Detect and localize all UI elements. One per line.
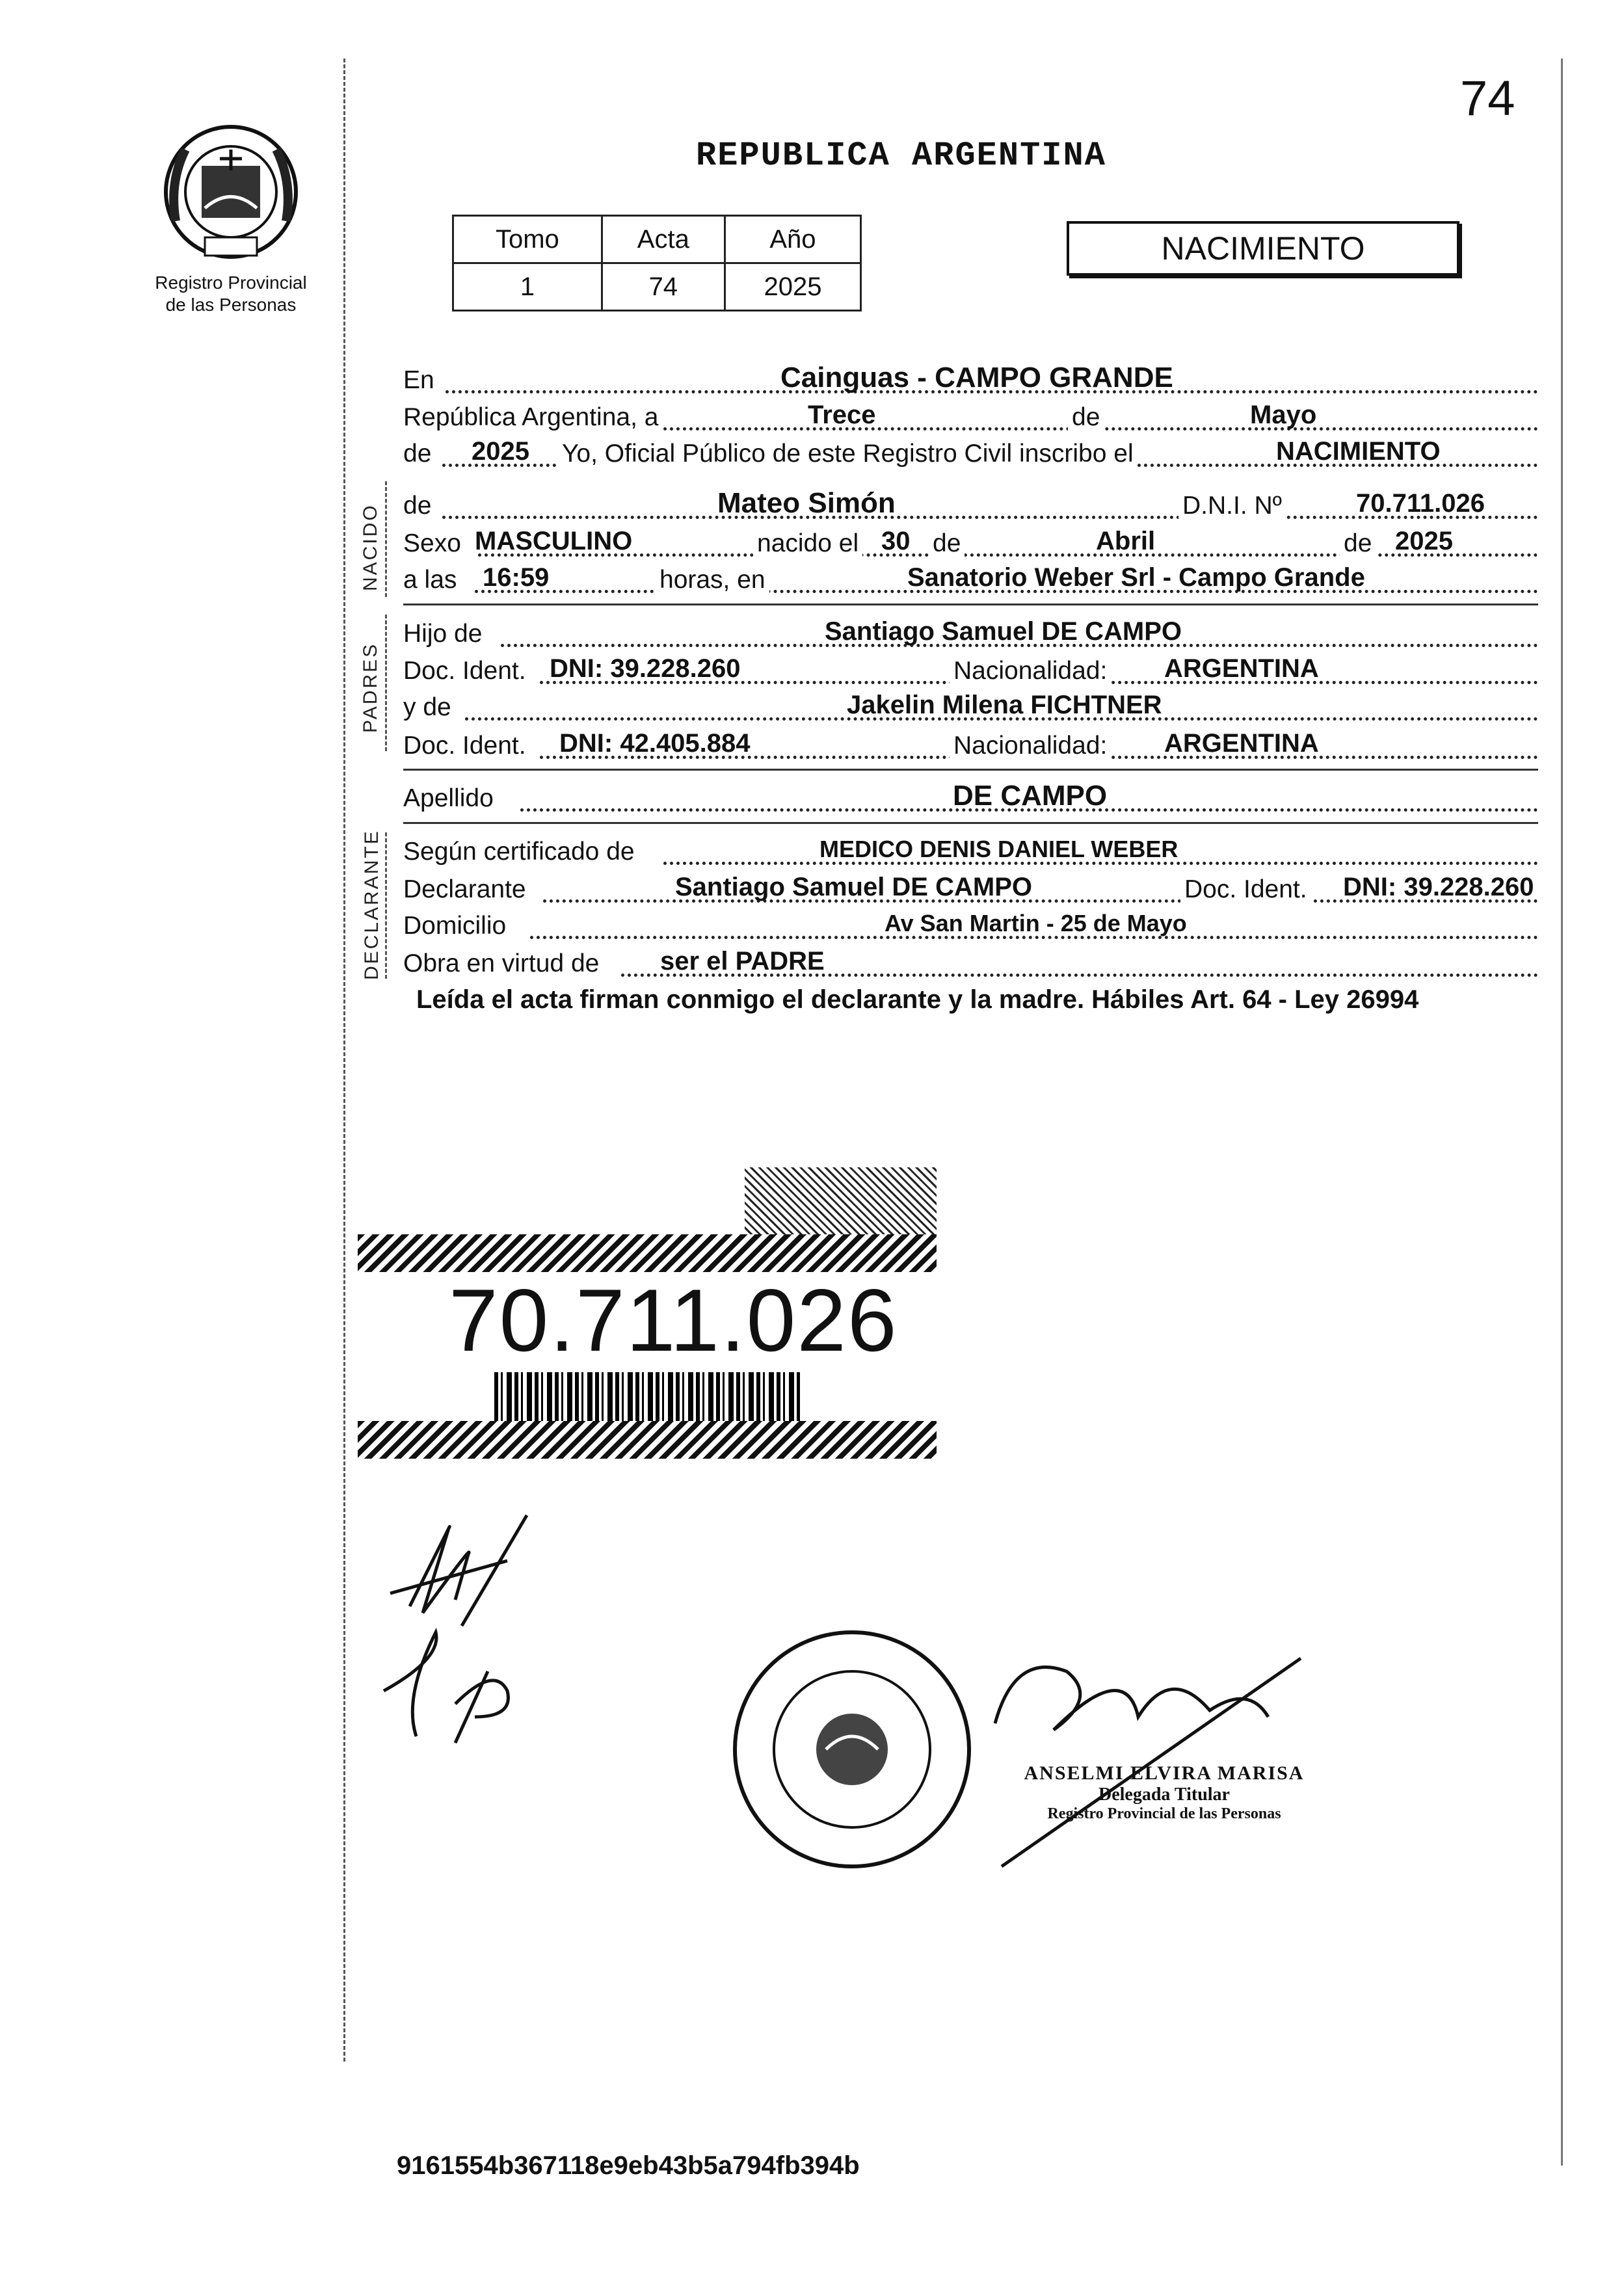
- header-acta: Acta: [602, 216, 725, 263]
- security-pattern: [745, 1167, 937, 1245]
- header-tomo: Tomo: [453, 216, 602, 263]
- value-padre: Santiago Samuel DE CAMPO: [825, 617, 1182, 646]
- value-lugar: Cainguas - CAMPO GRANDE: [780, 362, 1173, 393]
- label-republica: República Argentina, a: [403, 398, 662, 437]
- value-dia-texto: Trece: [808, 401, 876, 429]
- security-band-bottom: [358, 1421, 937, 1459]
- label-de-mes: de: [1068, 398, 1104, 437]
- label-de-anio: de: [403, 434, 435, 473]
- value-domicilio: Av San Martin - 25 de Mayo: [885, 910, 1187, 936]
- registry-caption: [117, 272, 345, 316]
- misiones-seal-icon: [150, 111, 312, 273]
- value-anio-nac: 2025: [1395, 527, 1453, 555]
- value-acta: 74: [602, 263, 725, 311]
- record-type-box: NACIMIENTO: [1067, 221, 1459, 276]
- page-number: 74: [1460, 71, 1515, 126]
- nacido-divider: [385, 481, 387, 597]
- right-margin-line: [1561, 59, 1563, 2166]
- value-virtud: ser el PADRE: [660, 947, 825, 975]
- label-doc-ident-madre: Doc. Ident.: [403, 726, 530, 765]
- value-nombre: Mateo Simón: [717, 487, 896, 519]
- label-nacionalidad-padre: Nacionalidad:: [950, 652, 1111, 691]
- row-certificado: [403, 832, 1538, 871]
- label-declarante: Declarante: [403, 870, 530, 909]
- label-sexo: Sexo: [403, 524, 465, 563]
- value-dia-nac: 30: [881, 527, 911, 555]
- label-de-mes-nac: de: [929, 524, 965, 563]
- record-table: [452, 215, 862, 312]
- label-obra-virtud: Obra en virtud de: [403, 944, 603, 983]
- value-lugar-nac: Sanatorio Weber Srl - Campo Grande: [907, 563, 1365, 592]
- label-yo-oficial: Yo, Oficial Público de este Registro Civil inscribo el: [558, 434, 1138, 473]
- row-padre-doc: [403, 652, 1538, 691]
- registry-caption-line2: de las Personas: [165, 295, 297, 315]
- row-padre: [403, 615, 1538, 654]
- label-horas-en: horas, en: [656, 561, 769, 600]
- label-y-de: y de: [403, 688, 455, 727]
- registry-caption-line1: Registro Provincial: [155, 272, 307, 293]
- value-padre-nac: ARGENTINA: [1164, 654, 1319, 683]
- label-nacido-el: nacido el: [753, 524, 862, 563]
- value-declarante-doc: DNI: 39.228.260: [1343, 873, 1534, 901]
- row-nombre: [403, 486, 1538, 525]
- document-hash: 9161554b367118e9eb43b5a794fb394b: [397, 2151, 860, 2180]
- divider-apellido-declarante: [403, 822, 1538, 824]
- value-apellido: DE CAMPO: [953, 780, 1108, 812]
- row-inscripcion: [403, 434, 1538, 473]
- officer-name: ANSELMI ELVIRA MARISA: [1024, 1762, 1305, 1784]
- row-lugar: [403, 361, 1538, 400]
- label-de-nombre: de: [403, 486, 435, 525]
- security-band-top: [358, 1234, 937, 1272]
- big-dni-number: 70.711.026: [449, 1271, 898, 1370]
- row-sexo-fecha: [403, 524, 1538, 563]
- registry-logo: [150, 111, 312, 273]
- value-mes-nac: Abril: [1096, 527, 1156, 555]
- left-margin-line: [343, 59, 345, 2062]
- value-padre-doc: DNI: 39.228.260: [550, 654, 741, 683]
- row-domicilio: [403, 907, 1538, 946]
- value-tipo-inscripcion: NACIMIENTO: [1276, 437, 1441, 466]
- row-virtud: [403, 944, 1538, 983]
- label-nacionalidad-madre: Nacionalidad:: [950, 726, 1111, 765]
- value-madre-doc: DNI: 42.405.884: [559, 729, 751, 758]
- label-hijo-de: Hijo de: [403, 615, 486, 654]
- section-padres: PADRES: [360, 642, 381, 733]
- value-anio: 2025: [725, 263, 860, 311]
- value-hora: 16:59: [483, 563, 550, 592]
- value-sexo: MASCULINO: [475, 527, 633, 555]
- row-hora-lugar: [403, 561, 1538, 600]
- label-en: En: [403, 361, 438, 400]
- signature-declarante-icon: [364, 1502, 559, 1775]
- officer-stamp: [995, 1762, 1333, 1823]
- value-mes-texto: Mayo: [1250, 401, 1317, 429]
- row-apellido: [403, 779, 1538, 818]
- value-declarante: Santiago Samuel DE CAMPO: [675, 873, 1032, 901]
- label-doc-ident-declarante: Doc. Ident.: [1180, 870, 1311, 909]
- row-fecha: [403, 398, 1538, 437]
- value-anio-texto: 2025: [472, 437, 529, 466]
- section-nacido: NACIDO: [360, 503, 381, 591]
- country-title: REPUBLICA ARGENTINA: [696, 137, 1106, 175]
- section-declarante: DECLARANTE: [361, 829, 382, 980]
- label-doc-ident-padre: Doc. Ident.: [403, 652, 530, 691]
- registry-round-stamp-icon: [728, 1626, 976, 1873]
- label-de-anio-nac: de: [1340, 524, 1376, 563]
- value-certificado: MEDICO DENIS DANIEL WEBER: [819, 836, 1178, 862]
- value-madre: Jakelin Milena FICHTNER: [847, 691, 1162, 719]
- declarante-divider: [385, 832, 387, 979]
- divider-padres-apellido: [403, 769, 1538, 771]
- label-dni-no: D.N.I. Nº: [1178, 486, 1286, 525]
- officer-role: Delegada Titular: [1098, 1784, 1230, 1805]
- value-madre-nac: ARGENTINA: [1164, 729, 1319, 758]
- row-declarante: [403, 870, 1538, 909]
- value-dni: 70.711.026: [1356, 489, 1485, 518]
- label-domicilio: Domicilio: [403, 907, 510, 946]
- label-a-las: a las: [403, 561, 460, 600]
- row-madre: [403, 688, 1538, 727]
- divider-nacido-padres: [403, 604, 1538, 605]
- label-apellido: Apellido: [403, 779, 498, 818]
- value-tomo: 1: [453, 263, 602, 311]
- closing-text: Leída el acta firman conmigo el declarante y la madre. Hábiles Art. 64 - Ley 26994: [416, 985, 1419, 1014]
- header-anio: Año: [725, 216, 860, 263]
- padres-divider: [385, 615, 387, 751]
- officer-office: Registro Provincial de las Personas: [1047, 1805, 1281, 1822]
- row-madre-doc: [403, 726, 1538, 765]
- label-segun-certificado: Según certificado de: [403, 832, 639, 871]
